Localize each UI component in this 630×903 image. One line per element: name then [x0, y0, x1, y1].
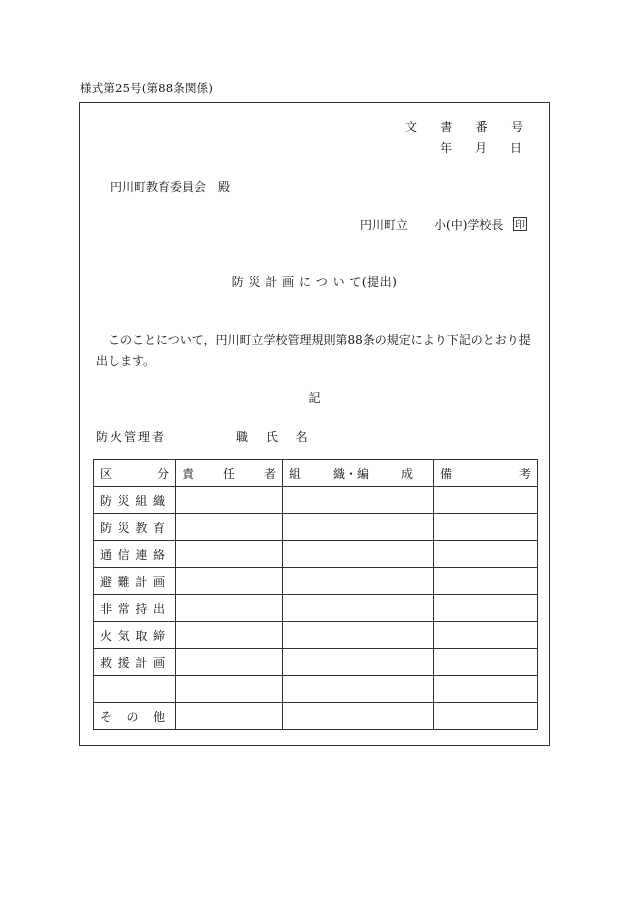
remarks-cell[interactable]	[434, 622, 538, 649]
category-cell: 非 常 持 出	[94, 595, 176, 622]
organization-cell[interactable]	[283, 595, 434, 622]
organization-cell[interactable]	[283, 541, 434, 568]
document-frame	[79, 102, 550, 746]
remarks-cell[interactable]	[434, 514, 538, 541]
date-month: 月	[474, 141, 487, 155]
remarks-cell[interactable]	[434, 568, 538, 595]
remarks-cell[interactable]	[434, 595, 538, 622]
responsible-cell[interactable]	[176, 703, 283, 730]
responsible-cell[interactable]	[176, 649, 283, 676]
header-remarks: 備 考	[434, 460, 538, 487]
table-row	[94, 649, 538, 676]
header-organization: 組 織・編 成	[283, 460, 434, 487]
table-row	[94, 595, 538, 622]
category-cell: 防 災 教 育	[94, 514, 176, 541]
organization-cell[interactable]	[283, 703, 434, 730]
category-cell: 救 援 計 画	[94, 649, 176, 676]
sender-line	[360, 216, 527, 233]
table-row-blank	[94, 676, 538, 703]
header-responsible: 責 任 者	[176, 460, 283, 487]
responsible-cell[interactable]	[176, 622, 283, 649]
doc-number-char: 文	[405, 120, 418, 134]
remarks-cell[interactable]	[434, 703, 538, 730]
organization-cell[interactable]	[283, 676, 434, 703]
date-day: 日	[509, 141, 522, 155]
category-cell: 通 信 連 絡	[94, 541, 176, 568]
date-line	[440, 139, 522, 156]
category-cell: 火 気 取 締	[94, 622, 176, 649]
table-row	[94, 622, 538, 649]
table-row	[94, 568, 538, 595]
seal-mark	[513, 217, 527, 232]
body-paragraph: このことについて，円川町立学校管理規則第88条の規定により下記のとおり提出します。	[96, 333, 531, 368]
organization-cell[interactable]	[283, 622, 434, 649]
responsible-cell[interactable]	[176, 676, 283, 703]
document-number-line	[405, 118, 523, 135]
table-row	[94, 487, 538, 514]
remarks-cell[interactable]	[434, 676, 538, 703]
organization-cell[interactable]	[283, 568, 434, 595]
organization-cell[interactable]	[283, 649, 434, 676]
table-row	[94, 703, 538, 730]
form-number-label: 様式第25号(第88条関係)	[80, 81, 214, 95]
remarks-cell[interactable]	[434, 541, 538, 568]
ki-heading: 記	[308, 391, 321, 405]
doc-number-char: 号	[510, 120, 523, 134]
remarks-cell[interactable]	[434, 649, 538, 676]
organization-cell[interactable]	[283, 514, 434, 541]
table-row	[94, 541, 538, 568]
sender-school: 小(中)学校長	[434, 218, 504, 232]
header-category: 区 分	[94, 460, 176, 487]
fire-manager-row	[96, 428, 315, 445]
category-cell[interactable]	[94, 676, 176, 703]
sender-town: 円川町立	[360, 218, 409, 232]
category-cell: 防 災 組 織	[94, 487, 176, 514]
remarks-cell[interactable]	[434, 487, 538, 514]
responsible-cell[interactable]	[176, 595, 283, 622]
responsible-cell[interactable]	[176, 487, 283, 514]
fire-manager-name-label: 職 氏 名	[236, 430, 315, 444]
responsible-cell[interactable]	[176, 568, 283, 595]
date-year: 年	[440, 141, 453, 155]
category-cell: そ の 他	[94, 703, 176, 730]
doc-number-char: 書	[440, 120, 453, 134]
table-row	[94, 514, 538, 541]
doc-number-char: 番	[475, 120, 488, 134]
subject-title: 防 災 計 画 に つ い て(提出)	[231, 275, 398, 289]
responsible-cell[interactable]	[176, 514, 283, 541]
table-header-row	[94, 460, 538, 487]
addressee: 円川町教育委員会 殿	[110, 180, 231, 194]
responsible-cell[interactable]	[176, 541, 283, 568]
fire-manager-title: 防火管理者	[96, 430, 167, 444]
seal-char: 印	[515, 220, 526, 231]
category-cell: 避 難 計 画	[94, 568, 176, 595]
disaster-plan-table	[93, 459, 538, 730]
organization-cell[interactable]	[283, 487, 434, 514]
